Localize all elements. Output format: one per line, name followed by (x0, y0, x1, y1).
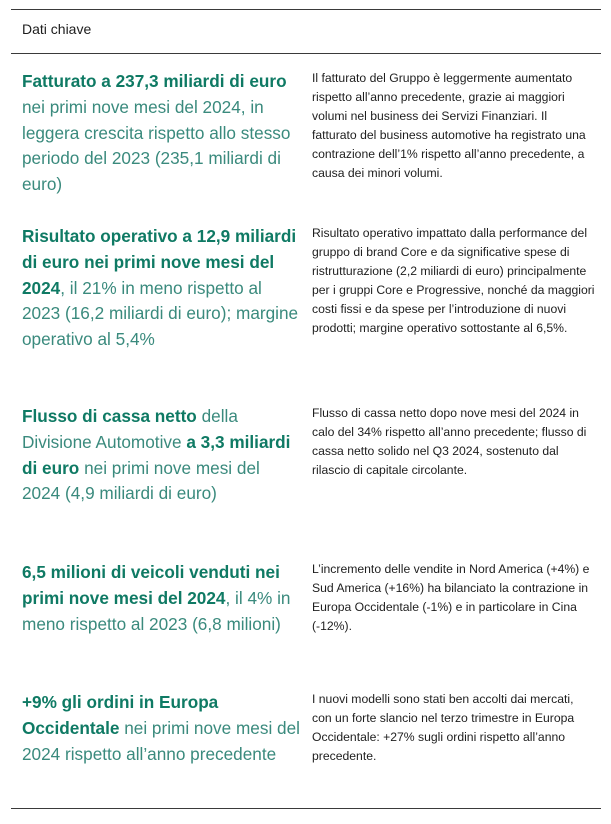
headline-segment: nei primi nove mesi del 2024 rispetto all’anno precedente (22, 717, 300, 764)
headline-segment: nei primi nove mesi del 2024 (4,9 miliardi di euro) (22, 457, 260, 504)
key-figure-description: L’incremento delle vendite in Nord America (+4%) e Sud America (+16%) ha bilanciato la contrazione in Europa Occidentale (-1%) e in particolare in Cina (-12%). (312, 562, 590, 633)
headline-segment: della Divisione Automotive (22, 406, 238, 452)
headline-segment: Risultato operativo a 12,9 miliardi di euro nei primi nove mesi del 2024 (22, 226, 297, 298)
key-figure-description: I nuovi modelli sono stati ben accolti dai mercati, con un forte slancio nel terzo trimestre in Europa Occidentale: +27% sugli ordini rispetto all’anno precedente. (312, 692, 575, 763)
top-rule (11, 9, 601, 10)
headline-segment: a 3,3 miliardi di euro (22, 431, 291, 478)
key-figure-headline (22, 560, 302, 637)
headline-segment: , il 4% in meno rispetto al 2023 (6,8 milioni) (22, 587, 291, 634)
headline-segment: , il 21% in meno rispetto al 2023 (16,2 miliardi di euro); margine operativo al 5,4% (22, 277, 299, 350)
header-rule (11, 53, 601, 54)
section-title: Dati chiave (22, 21, 92, 37)
headline-segment: 6,5 milioni di veicoli venduti nei primi nove mesi del 2024 (22, 562, 280, 608)
key-figure-headline (22, 404, 302, 507)
key-figure-description: Il fatturato del Gruppo è leggermente aumentato rispetto all’anno precedente, grazie ai maggiori volumi nel business dei Servizi Finanziari. Il fatturato del business automotive ha registrato una contrazione dell’1% rispetto all’anno precedente, a causa dei minori volumi. (312, 71, 586, 180)
key-figure-headline (22, 224, 302, 353)
key-figure-description: Risultato operativo impattato dalla performance del gruppo di brand Core e da significative spese di ristrutturazione (2,2 miliardi di euro) principalmente per i gruppi Core e Progressive, nonché da maggiori costi fissi e da spese per l’introduzione di nuovi prodotti; margine operativo sottostante al 6,5%. (312, 226, 595, 335)
headline-segment: Flusso di cassa netto (22, 406, 197, 426)
key-figure-description: Flusso di cassa netto dopo nove mesi del 2024 in calo del 34% rispetto all’anno precedente; flusso di cassa netto solido nel Q3 2024, sostenuto dal rilascio di capitale circolante. (312, 406, 587, 477)
headline-segment: Fatturato a 237,3 miliardi di euro (22, 71, 287, 91)
bottom-rule (11, 808, 601, 809)
headline-segment: +9% gli ordini in Europa Occidentale (22, 692, 219, 738)
key-figure-headline (22, 690, 302, 767)
headline-segment: nei primi nove mesi del 2024, in leggera crescita rispetto allo stesso periodo del 2023 (235,1 miliardi di euro) (22, 96, 291, 195)
key-figure-headline (22, 69, 302, 198)
